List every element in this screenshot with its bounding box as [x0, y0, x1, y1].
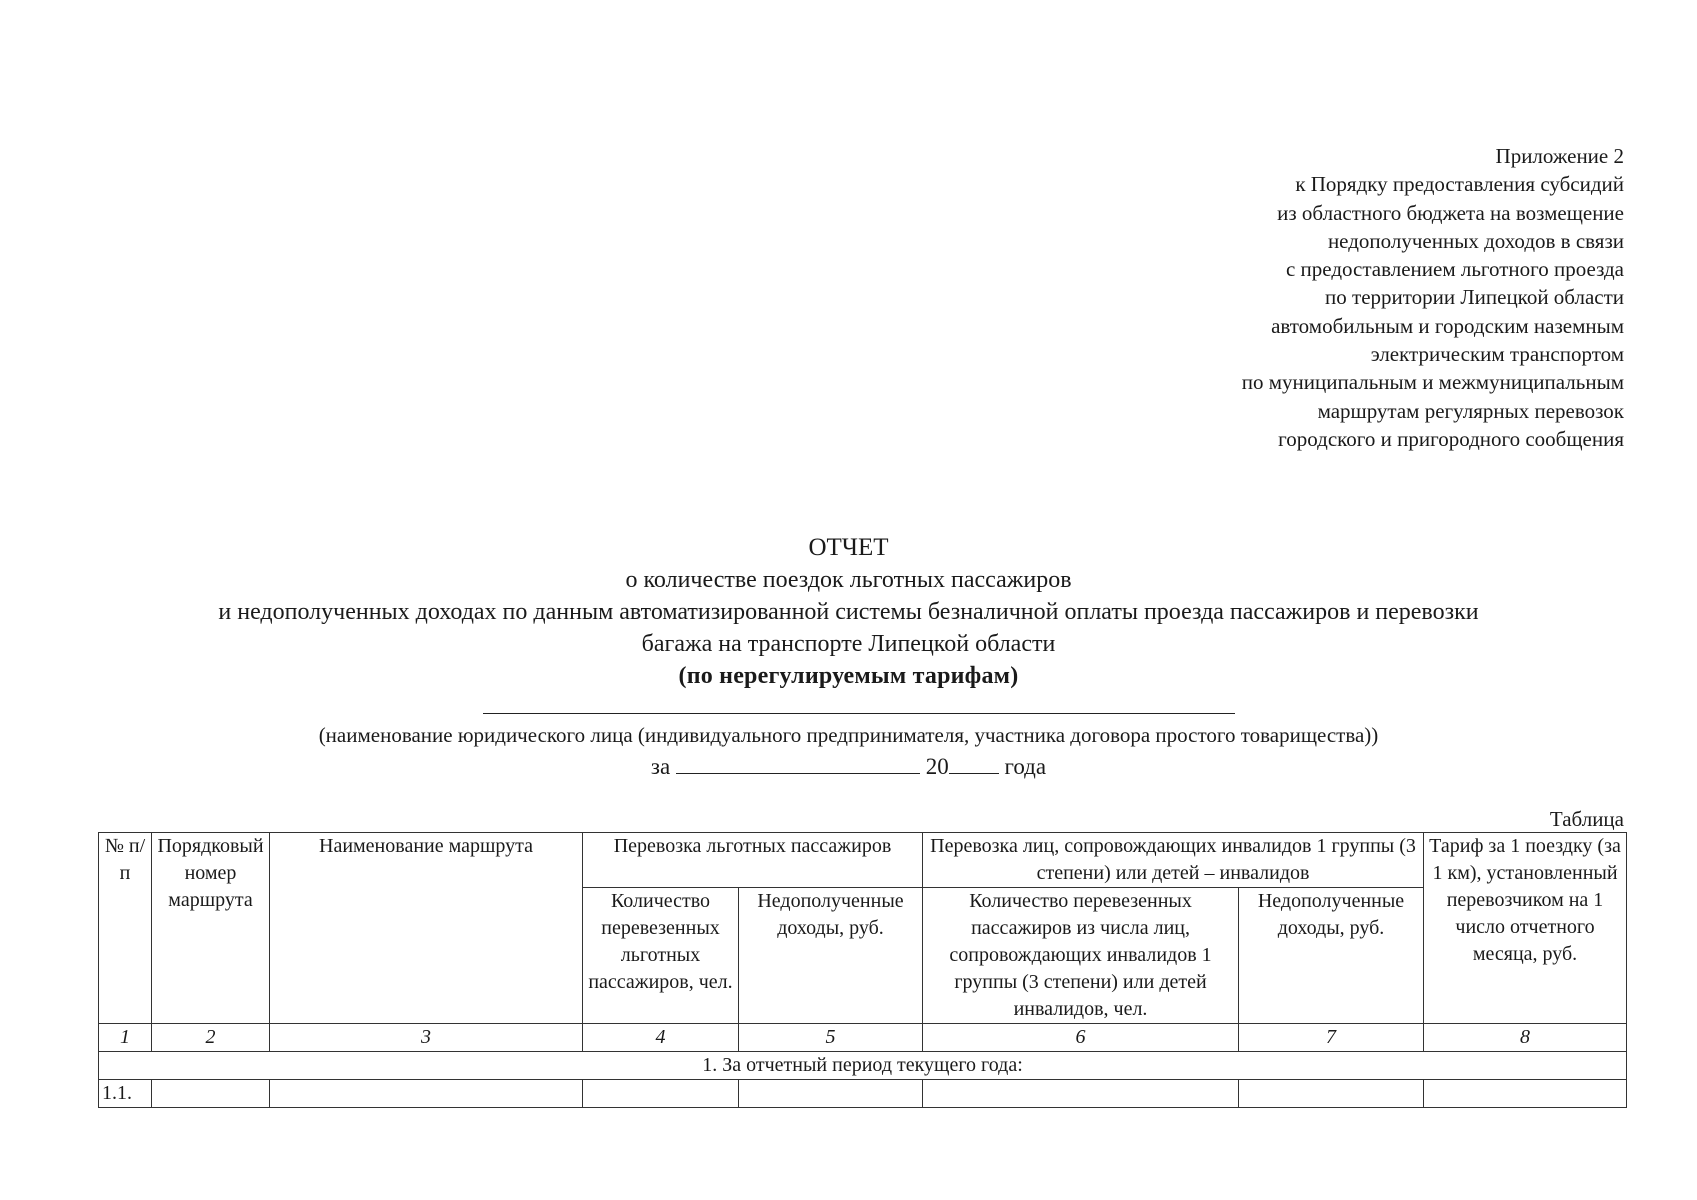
column-number-cell: 7	[1239, 1024, 1424, 1052]
table-cell[interactable]	[923, 1080, 1239, 1108]
appendix-line: по территории Липецкой области	[1325, 285, 1624, 310]
row-number-cell: 1.1.	[99, 1080, 152, 1108]
reporting-period	[0, 752, 1697, 782]
period-year-blank[interactable]	[949, 755, 999, 774]
report-subtitle-line: о количестве поездок льготных пассажиров	[625, 567, 1072, 593]
report-title: ОТЧЕТ	[808, 534, 889, 561]
column-number-cell: 1	[99, 1024, 152, 1052]
report-table	[98, 832, 1627, 1108]
appendix-line: маршрутам регулярных перевозок	[1317, 398, 1624, 423]
table-cell[interactable]	[1239, 1080, 1424, 1108]
appendix-line: с предоставлением льготного проезда	[1285, 257, 1624, 282]
header-escorts-count: Количество перевезенных пассажиров из числа лиц, сопровождающих инвалидов 1 группы (3 степени) или детей инвалидов, чел.	[923, 888, 1239, 1024]
header-group-escorts: Перевозка лиц, сопровождающих инвалидов 1 группы (3 степени) или детей – инвалидов	[923, 833, 1424, 888]
appendix-line: из областного бюджета на возмещение	[1277, 200, 1624, 225]
table-cell[interactable]	[152, 1080, 270, 1108]
appendix-line: к Порядку предоставления субсидий	[1295, 172, 1624, 197]
appendix-heading	[1064, 142, 1624, 453]
period-year-prefix: 20	[925, 754, 949, 779]
report-subtitle-line: багажа на транспорте Липецкой области	[641, 631, 1056, 657]
header-preferential-count: Количество перевезенных льготных пассажиров, чел.	[583, 888, 739, 1024]
table-cell[interactable]	[270, 1080, 583, 1108]
table-cell[interactable]	[583, 1080, 739, 1108]
table-row	[99, 1080, 1627, 1108]
appendix-line: городского и пригородного сообщения	[1278, 426, 1624, 451]
header-preferential-lost-income: Недополученные доходы, руб.	[739, 888, 923, 1024]
column-number-cell: 2	[152, 1024, 270, 1052]
appendix-line: по муниципальным и межмуниципальным	[1241, 370, 1624, 395]
header-route-name: Наименование маршрута	[270, 833, 583, 1024]
table-cell[interactable]	[739, 1080, 923, 1108]
column-number-cell: 4	[583, 1024, 739, 1052]
column-number-cell: 5	[739, 1024, 923, 1052]
legal-entity-hint: (наименование юридического лица (индивидуального предпринимателя, участника договора простого товарищества))	[318, 723, 1379, 747]
section-title-row: 1. За отчетный период текущего года:	[99, 1052, 1627, 1080]
legal-entity-fill-line[interactable]	[483, 713, 1235, 714]
column-number-cell: 8	[1424, 1024, 1627, 1052]
column-number-cell: 3	[270, 1024, 583, 1052]
column-number-cell: 6	[923, 1024, 1239, 1052]
header-route-number: Порядковый номер маршрута	[152, 833, 270, 1024]
header-col-number: № п/п	[99, 833, 152, 1024]
appendix-line: электрическим транспортом	[1370, 342, 1624, 367]
appendix-line: автомобильным и городским наземным	[1271, 313, 1624, 338]
report-title-block	[0, 532, 1697, 692]
table-cell[interactable]	[1424, 1080, 1627, 1108]
period-prefix: за	[650, 754, 671, 779]
table-caption: Таблица	[1549, 807, 1624, 831]
period-suffix: года	[1004, 754, 1047, 779]
report-subtitle-line: и недополученных доходах по данным автоматизированной системы безналичной оплаты проезда пассажиров и перевозки	[218, 599, 1479, 625]
header-escorts-lost-income: Недополученные доходы, руб.	[1239, 888, 1424, 1024]
appendix-line: Приложение 2	[1495, 144, 1624, 168]
header-group-preferential: Перевозка льготных пассажиров	[583, 833, 923, 888]
period-month-blank[interactable]	[676, 755, 920, 774]
header-tariff: Тариф за 1 поездку (за 1 км), установленный перевозчиком на 1 число отчетного месяца, руб.	[1424, 833, 1627, 1024]
appendix-line: недополученных доходов в связи	[1327, 228, 1624, 253]
tariff-note: (по нерегулируемым тарифам)	[678, 663, 1019, 689]
